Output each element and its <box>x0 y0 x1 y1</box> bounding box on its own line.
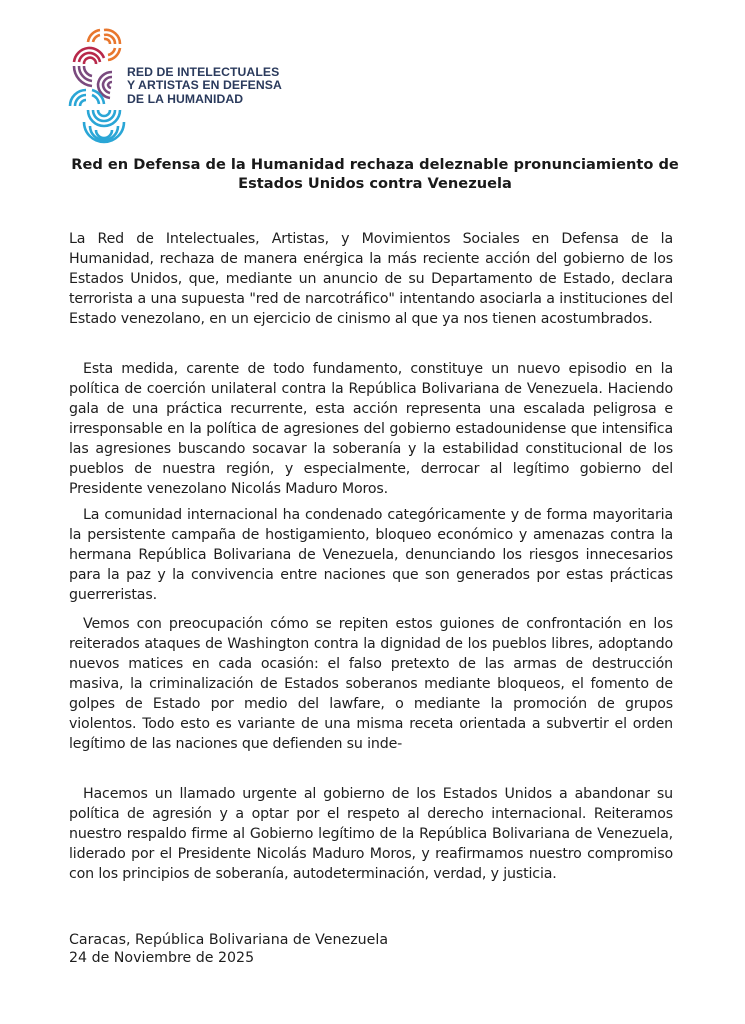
paragraph-4-text: Vemos con preocupación cómo se repiten estos guiones de confrontación en los reiterados ataques de Washington contra la dignidad de los pueblos libres, adoptando nuevos matices en cada ocasión: el falso pretexto de las armas de destrucción masiva, la criminalización de Estados soberanos mediante bloqueos, el fomento de golpes de Estado por medio del lawfare, o mediante la promoción de grupos violentos. Todo esto es variante de una misma receta orientada a subvertir el orden legítimo de las naciones que defienden su inde- <box>69 616 673 752</box>
paragraph-5 <box>69 784 673 884</box>
paragraph-3 <box>69 505 673 605</box>
paragraph-2-text: Esta medida, carente de todo fundamento, constituye un nuevo episodio en la política de coerción unilateral contra la República Bolivariana de Venezuela. Haciendo gala de una práctica recurrente, esta acción representa una escalada peligrosa e irresponsable en la política de agresiones del gobierno estadounidense que intensifica las agresiones buscando socavar la soberanía y la estabilidad constitucional de los pueblos de nuestra región, y especialmente, derrocar al legítimo gobierno del Presidente venezolano Nicolás Maduro Moros. <box>69 361 673 497</box>
signoff-place: Caracas, República Bolivariana de Venezuela <box>69 932 389 948</box>
logo-line-1: RED DE INTELECTUALES <box>127 65 280 79</box>
paragraph-3-text: La comunidad internacional ha condenado categóricamente y de forma mayoritaria la persistente campaña de hostigamiento, bloqueo económico y amenazas contra la hermana República Bolivariana de Venezuela, denunciando los riesgos innecesarios para la paz y la convivencia entre naciones que son generados por estas prácticas guerreristas. <box>69 507 673 603</box>
logo-line-3: DE LA HUMANIDAD <box>127 91 244 106</box>
paragraph-1: La Red de Intelectuales, Artistas, y Movimientos Sociales en Defensa de la Humanidad, rechaza de manera enérgica la más reciente acción del gobierno de los Estados Unidos, que, mediante un anuncio de su Departamento de Estado, declara terrorista a una supuesta "red de narcotráfico" intentando asociarla a instituciones del Estado venezolano, en un ejercicio de cinismo al que ya nos tienen acostumbrados. <box>69 231 673 327</box>
signoff <box>69 931 388 967</box>
signoff-date: 24 de Noviembre de 2025 <box>69 950 255 966</box>
organization-logo <box>68 26 298 144</box>
interlocking-arcs-logo-icon <box>68 26 128 144</box>
logo-line-2: Y ARTISTAS EN DEFENSA <box>127 78 282 93</box>
paragraph-5-text: Hacemos un llamado urgente al gobierno de los Estados Unidos a abandonar su política de agresión y a optar por el respeto al derecho internacional. Reiteramos nuestro respaldo firme al Gobierno legítimo de la República Bolivariana de Venezuela, liderado por el Presidente Nicolás Maduro Moros, y reafirmamos nuestro compromiso con los principios de soberanía, autodeterminación, verdad, y justicia. <box>69 786 673 882</box>
paragraph-2 <box>69 359 673 499</box>
paragraph-4 <box>69 614 673 754</box>
document-title <box>60 155 690 193</box>
title-line-2: Estados Unidos contra Venezuela <box>238 175 512 192</box>
logo-wordmark <box>127 66 282 106</box>
title-line-1: Red en Defensa de la Humanidad rechaza deleznable pronunciamiento de <box>71 156 679 173</box>
